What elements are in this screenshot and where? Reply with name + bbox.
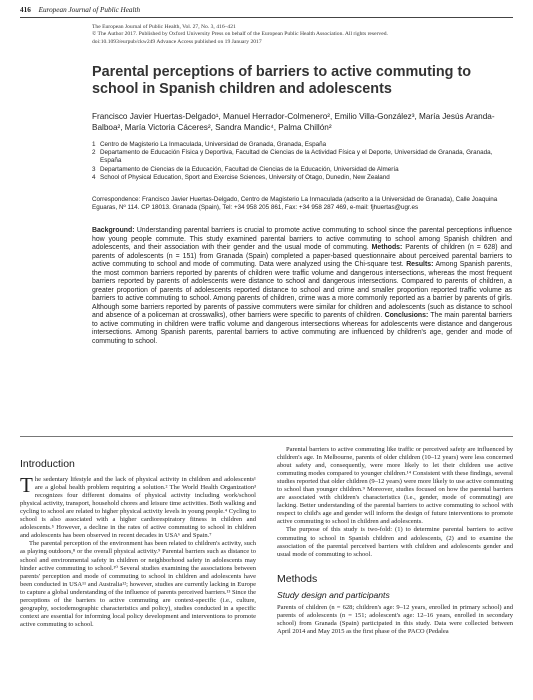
author-list: Francisco Javier Huertas-Delgado¹, Manuel Herrador-Colmenero², Emilio Villa-González³, María Jesús Aranda-Balboa², María Victoria Cáceres², Sandra Mandic⁴, Palma Chillón²: [92, 112, 495, 132]
abstract-results: Among Spanish parents, the most common barriers reported by parents of children were traffic volume and dangerous intersections, whereas the most frequent barriers reported by parents of adolescents were distance to school and dangerous intersections. Compared to parents of children, a greater proportion of parents of adolescents reported distance to school and crime and smaller proportion reported traffic volume as barriers to active commuting to school. Among parents of children, crime was a more commonly reported as a barrier by parents of girls. Although some barriers reported by parents of passive commuters were similar for children and adolescents (such as distance to school and absence of a policeman at crosswalks), other barriers were specific to parents of children.: [92, 261, 512, 319]
doi-line: doi:10.1093/eurpub/ckw249 Advance Access published on 19 January 2017: [92, 38, 262, 45]
right-column: [277, 446, 513, 636]
citation-block: [92, 24, 512, 46]
affiliation-number: 1: [92, 141, 96, 148]
affiliation-item: [92, 141, 512, 149]
journal-name: European Journal of Public Health: [38, 6, 141, 14]
abstract-divider: [20, 436, 513, 437]
intro-paragraph: The parental perception of the environment has been related to children's activity, such as playing outdoors,⁸ or the overall physical activity.⁹ Parental barriers such as distance to school and environmental safety in children or neighborhood safety in adolescents may hinder active commuting to school.¹⁰ Several studies examining the associations between parents' perception and mode of commuting to school in children and adolescents have been conducted in USA¹¹ and Australia¹²; however, studies are currently lacking in Europe to capture a global understanding of the influence of parents perceived barriers.¹³ Since the perceptions of the barriers to active commuting are context-specific (i.e., culture, geography, sociodemographic characteristics and policy), studies conducted in a specific context are essential for informing local policy development and interventions to promote active commuting to school.: [20, 540, 256, 628]
intro-paragraph: [20, 473, 256, 540]
drop-cap: T: [20, 473, 33, 498]
abstract: [92, 227, 512, 346]
article-title: Parental perceptions of barriers to active commuting to school in Spanish children and adolescents: [92, 64, 472, 97]
methods-paragraph: Parents of children (n = 628; children's age: 9–12 years, enrolled in primary school) and parents of adolescents (n = 151; adolescent's age: 12–16 years, enrolled in secondary school) from Granada (Spain) participated in this study. Data were collected between April 2014 and May 2015 as the first phase of the PACO (Pedalea: [277, 603, 513, 635]
copyright-line: © The Author 2017. Published by Oxford University Press on behalf of the European Public Health Association. All rights reserved.: [92, 31, 388, 38]
affiliation-text: Departamento de Educación Física y Deportiva, Facultad de Ciencias de la Actividad Física y el Deporte, Universidad de Granada, Granada, España: [100, 149, 493, 165]
affiliation-text: Centro de Magisterio La Inmaculada, Universidad de Granada, Granada, España: [100, 141, 327, 148]
abstract-background: Understanding parental barriers is crucial to promote active commuting to school since the parental perceptions influence how young people commute. This study examined parental barriers to active commuting to school among Spanish children and adolescents, and their association with their gender and the usual mode of commuting.: [92, 227, 512, 251]
intro-paragraph-text: he sedentary lifestyle and the lack of physical activity in children and adolescents¹ are a global health problem requiring a solution.² The World Health Organization³ recognizes four different domains of physical activity including work/school physical activity, transport, household chores and leisure time activities. Both walking and cycling to school are related to higher physical activity levels in young people.⁴ Cycling to school is also associated with a higher cardiorespiratory fitness in children and adolescents.⁵ However, a decline in the rates of active commuting to school in children and adolescents has been observed in recent decades in USA⁶ and Spain.⁷: [20, 476, 256, 540]
introduction-heading: Introduction: [20, 458, 75, 470]
intro-paragraph: The purpose of this study is two-fold: (1) to determine parental barriers to active commuting to school in Spanish children and adolescents, (2) and to examine the association of the parental perceived barriers with children and adolescents gender and usual mode of commuting to school.: [277, 526, 513, 558]
abstract-background-label: Background:: [92, 227, 135, 234]
header-divider: [20, 17, 513, 18]
affiliation-text: Departamento de Ciencias de la Educación, Facultad de Ciencias de la Educación, Universidad de Almería: [100, 165, 399, 173]
affiliation-number: 4: [92, 173, 96, 181]
affiliation-item: [92, 166, 512, 174]
abstract-results-label: Results:: [406, 261, 434, 268]
study-design-subheading: Study design and participants: [277, 589, 390, 600]
affiliation-item: [92, 149, 512, 165]
abstract-methods-label: Methods:: [371, 244, 403, 251]
intro-paragraph: Parental barriers to active commuting like traffic or perceived safety are influenced by children's age. In Melbourne, parents of older children (10–12 years) were less concerned about safety and, consequently, were more likely to let their children use active commuting modes compared to younger children.¹⁴ Consistent with these findings, several studies reported that older children (9–12 years) were more likely to use active commuting to school than younger children.⁹ Moreover, studies focused on how the parental barriers are associated with children's characteristics (i.e., gender, mode of commuting) are lacking. Better understanding of the parental barriers to active commuting to school with respect to child's age and gender will inform the design of future interventions to promote active commuting to school in children and adolescents.: [277, 446, 513, 526]
citation-line: The European Journal of Public Health, Vol. 27, No. 3, 416–421: [92, 24, 236, 30]
affiliations: [92, 141, 512, 182]
affiliation-text: School of Physical Education, Sport and Exercise Sciences, University of Otago, Dunedin, New Zealand: [100, 173, 390, 181]
methods-heading: Methods: [277, 572, 318, 585]
running-head: [20, 6, 140, 14]
left-column: [20, 446, 256, 629]
correspondence: Correspondence: Francisco Javier Huertas-Delgado, Centro de Magisterio La Inmaculada (adscrito a la Universidad de Granada), Calle Joaquina Eguaras, Nº 114. CP 18013. Granada (Spain), Tel: +34 958 205 861, Fax: +34 958 287 469, e-mail: fjhuertas@ugr.es: [92, 196, 498, 212]
affiliation-number: 3: [92, 165, 96, 173]
abstract-conclusions-label: Conclusions:: [384, 312, 429, 319]
affiliation-number: 2: [92, 149, 96, 157]
page-number: 416: [20, 6, 31, 14]
affiliation-item: [92, 174, 512, 182]
abstract-conclusions: The main parental barriers to active commuting in children were traffic volume and dangerous intersections whereas for adolescents were distance and dangerous intersections. Among Spanish parents, parental barriers to active commuting are influenced by children's age, gender and mode of commuting to school.: [92, 312, 512, 345]
abstract-methods: Parents of children (n = 628) and parents of adolescents (n = 151) from Granada (Spain) completed a paper-based questionnaire about perceived parental barriers to active commuting to school and mode of commuting. Data were analyzed using the Chi-square test.: [92, 244, 513, 268]
